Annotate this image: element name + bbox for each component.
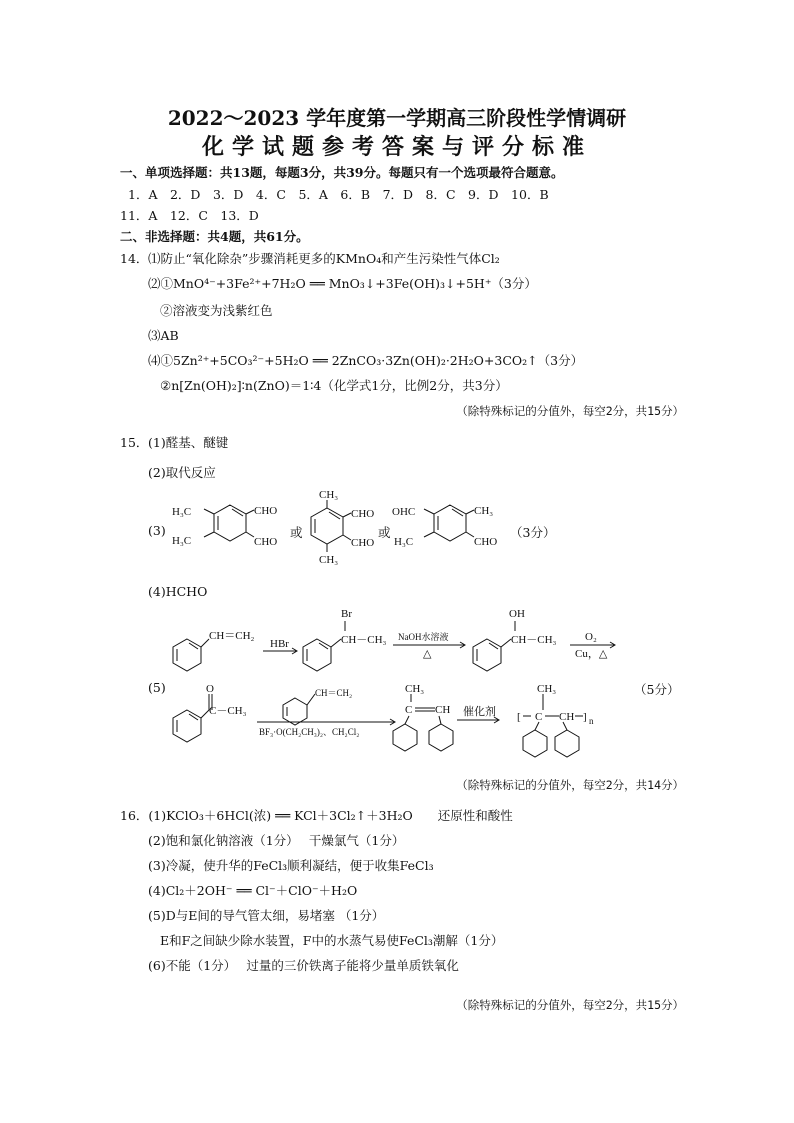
cu-label: Cu，△	[575, 648, 608, 660]
q15-part4: (4)HCHO	[148, 584, 208, 599]
q16-part5a: (5)D与E间的导气管太细，易堵塞 （1分）	[148, 908, 385, 923]
q15-score-note: （除特殊标记的分值外，每空2分，共14分）	[456, 778, 684, 792]
oh-label: OH	[509, 608, 525, 620]
catalyst-label: 催化剂	[463, 706, 496, 718]
naoh-label: NaOH水溶液	[398, 632, 449, 642]
q15-part1: (1)醛基、醚键	[148, 435, 229, 450]
ch-label: CH	[435, 704, 451, 716]
q14-part2a: ⑵①MnO⁴⁻+3Fe²⁺+7H₂O ══ MnO₃↓+3Fe(OH)₃↓+5H⁺（3分）	[148, 276, 537, 291]
bf3-label: BF₃·O(CH₂CH₃)₂、CH₂Cl₂	[259, 727, 360, 737]
cho-label: CHO	[351, 537, 375, 549]
q15-part3-score: （3分）	[510, 525, 556, 540]
q14-number: 14．	[120, 251, 149, 266]
q14-score-note: （除特殊标记的分值外，每空2分，共15分）	[456, 404, 684, 418]
q16-part5b: E和F之间缺少除水装置，F中的水蒸气易使FeCl₃潮解（1分）	[160, 933, 504, 948]
answers-row-1: 1．A 2．D 3．D 4．C 5．A 6．B 7．D 8．C 9．D 10．B	[128, 187, 549, 202]
o2-label: O₂	[585, 631, 597, 643]
c-ch3-label: C－CH₃	[209, 705, 247, 717]
structure-3	[392, 497, 507, 557]
ch-label: CH	[559, 711, 575, 723]
q15-part3-label: (3)	[148, 523, 166, 538]
page-title: 2022～2023 学年度第一学期高三阶段性学情调研	[167, 106, 627, 130]
c-label: C	[535, 711, 543, 723]
q14-part4a: ⑷①5Zn²⁺+5CO₃²⁻+5H₂O ══ 2ZnCO₃·3Zn(OH)₂·2H₂O+3CO₂↑（3分）	[148, 353, 584, 368]
page-subtitle: 化学试题参考答案与评分标准	[201, 134, 592, 160]
br-label: Br	[341, 608, 352, 620]
q16-part2: (2)饱和氯化钠溶液（1分） 干燥氯气（1分）	[148, 833, 405, 848]
q16-score-note: （除特殊标记的分值外，每空2分，共15分）	[456, 998, 684, 1012]
q16-part3: (3)冷凝，使升华的FeCl₃顺利凝结，便于收集FeCl₃	[148, 858, 434, 873]
structure-1	[170, 497, 285, 557]
or-label-1: 或	[290, 525, 303, 540]
hbr-label: HBr	[270, 638, 289, 650]
ch-ch3-label: CH－CH₃	[341, 634, 387, 646]
ch3-label: CH₃	[537, 683, 557, 695]
q15-number: 15．	[120, 435, 149, 450]
section2-heading: 二、非选择题：共4题，共61分。	[120, 229, 309, 244]
structure-2	[295, 488, 385, 568]
bracket-right: ]	[583, 711, 587, 723]
answers-row-2: 11．A 12．C 13．D	[120, 208, 259, 223]
bracket-left: [	[517, 711, 521, 723]
h3c-label: H₃C	[394, 536, 414, 548]
q16-part4: (4)Cl₂＋2OH⁻ ══ Cl⁻＋ClO⁻＋H₂O	[148, 883, 358, 898]
cho-label: CHO	[351, 508, 375, 520]
ch3-label: CH₃	[319, 554, 339, 566]
ch-ch3-label: CH－CH₃	[511, 634, 557, 646]
vinyl-label: CH＝CH₂	[209, 630, 255, 642]
q15-part2: (2)取代反应	[148, 465, 216, 480]
h3c-label: H₃C	[172, 535, 192, 547]
vinyl-label: CH＝CH₂	[315, 688, 353, 698]
q16-part6: (6)不能（1分） 过量的三价铁离子能将少量单质铁氧化	[148, 958, 459, 973]
q14-part1: ⑴防止“氧化除杂”步骤消耗更多的KMnO₄和产生污染性气体Cl₂	[148, 251, 500, 266]
ch3-label: CH₃	[474, 505, 494, 517]
q14-part3: ⑶AB	[148, 328, 179, 343]
synthesis-route-row1	[165, 605, 625, 675]
q14-part4b: ②n[Zn(OH)₂]∶n(ZnO)＝1∶4（化学式1分，比例2分，共3分）	[160, 378, 508, 393]
ch3-label: CH₃	[319, 489, 339, 501]
h3c-label: H₃C	[172, 506, 192, 518]
delta-label: △	[423, 648, 432, 660]
cho-label: CHO	[254, 536, 278, 548]
section1-heading: 一、单项选择题：共13题，每题3分，共39分。每题只有一个选项最符合题意。	[120, 165, 564, 180]
o-label: O	[206, 683, 214, 695]
ohc-label: OHC	[392, 506, 416, 518]
c-label: C	[405, 704, 413, 716]
or-label-2: 或	[378, 525, 391, 540]
n-label: n	[589, 716, 594, 726]
q15-part5-score: （5分）	[634, 682, 680, 697]
synthesis-route-row2	[165, 680, 625, 760]
ch3-label: CH₃	[405, 683, 425, 695]
cho-label: CHO	[474, 536, 498, 548]
q16-part1: 16．(1)KClO₃＋6HCl(浓) ══ KCl＋3Cl₂↑＋3H₂O 还原性和酸性	[120, 808, 513, 823]
cho-label: CHO	[254, 505, 278, 517]
q15-part5-label: (5)	[148, 680, 166, 695]
q14-part2b: ②溶液变为浅紫红色	[160, 303, 273, 318]
